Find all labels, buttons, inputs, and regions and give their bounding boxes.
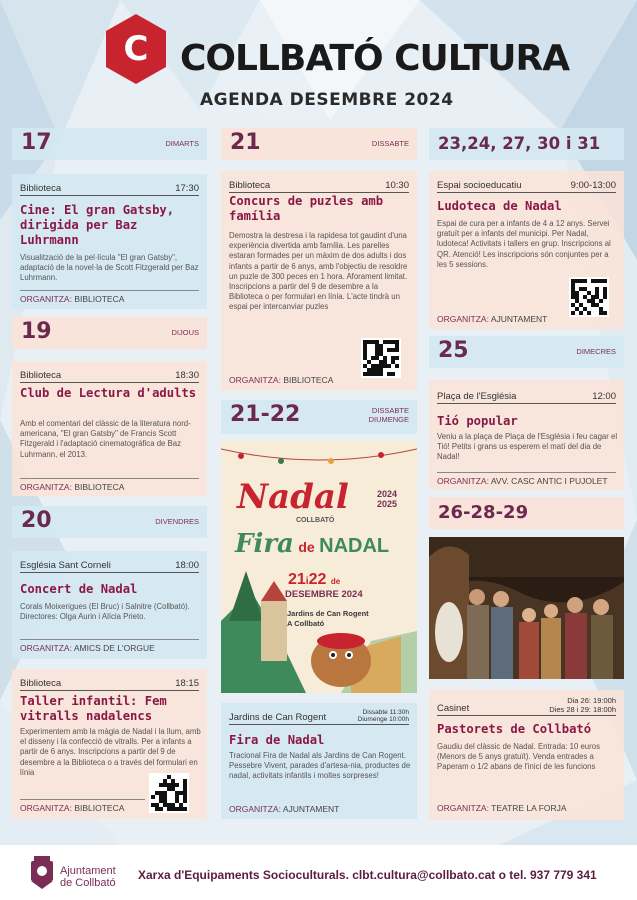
date-number: 21-22 xyxy=(230,402,301,427)
poster-month: DESEMBRE 2024 xyxy=(285,589,363,600)
date-number: 20 xyxy=(21,508,52,533)
event-card-concert xyxy=(12,551,207,659)
event-location: Biblioteca xyxy=(20,370,62,381)
ajuntament-crest-icon xyxy=(28,855,56,891)
event-card-pastorets xyxy=(429,690,624,820)
event-description: Veniu a la plaça de Plaça de l'Església i feu cagar el Tió! Petits i grans us esperem el matí del dia de Nadal! xyxy=(437,432,618,462)
event-location: Biblioteca xyxy=(229,180,271,191)
event-organizer: ORGANITZA: BIBLIOTECA xyxy=(20,290,199,304)
event-description: Corals Moixerigues (El Bruc) i Salnitre (Collbató). Directores: Olga Aurin i Alícia Prieto. xyxy=(20,602,190,622)
event-organizer: ORGANITZA: BIBLIOTECA xyxy=(229,375,334,385)
event-card-taller xyxy=(12,669,207,819)
event-location: Espai socioeducatiu xyxy=(437,180,522,191)
date-bar-20 xyxy=(12,506,207,538)
event-time: 9:00-13:00 xyxy=(570,180,616,191)
date-number: 17 xyxy=(21,130,52,155)
event-description: Demostra la destresa i la rapidesa tot gaudint d'una experiència divertida amb família. Les parelles estaran formades per un màxim de dos adults i dos infants a partir de 6 anys, amb l'objectiu de resoldre un puzle de 300 peces en 1 hora. Aforament limitat. Inscripcions a partir del 9 de desembre a la Biblioteca o per formulari en línia. L'acte tindrà un espai per intercanviar puzles xyxy=(229,231,408,312)
svg-text:C: C xyxy=(123,29,149,69)
event-description: Visualització de la pel·lícula "El gran Gatsby", adaptació de la novel·la de Scott Fitzgerald per Baz Luhrmann. xyxy=(20,253,199,283)
pastorets-photo xyxy=(429,537,624,679)
event-time: 12:00 xyxy=(592,391,616,402)
event-location: Biblioteca xyxy=(20,183,62,194)
event-organizer: ORGANITZA: BIBLIOTECA xyxy=(20,799,145,813)
event-organizer: ORGANITZA: AJUNTAMENT xyxy=(229,804,340,814)
event-description: Experimentem amb la màgia de Nadal i la llum, amb el disseny i la confecció de vitralls. Per a infants a partir de 6 anys. Inscripcions a partir del 9 de desembre a la Biblioteca o a través del formulari en línia xyxy=(20,727,201,777)
event-description: Tracional Fira de Nadal als Jardins de Can Rogent. Pessebre Vivent, parades d'artesa-nia, productes de nadal, activitats infantils i moltes sorpreses! xyxy=(229,751,411,781)
event-organizer: ORGANITZA: AMICS DE L'ORGUE xyxy=(20,639,199,653)
footer-contact: Xarxa d'Equipaments Socioculturals. clbt.cultura@collbato.cat o tel. 937 779 341 xyxy=(138,868,597,882)
weekday: DIMECRES xyxy=(576,347,616,356)
event-card-cine xyxy=(12,174,207,309)
event-card-tio xyxy=(429,380,624,490)
event-card-club-lectura xyxy=(12,361,207,496)
date-bar-21-22 xyxy=(221,400,417,434)
event-organizer: ORGANITZA: AVV. CASC ANTIC I PUJOLET xyxy=(437,472,616,486)
date-bar-26-28-29 xyxy=(429,497,624,529)
event-card-ludoteca xyxy=(429,171,624,329)
poster-place: Jardins de Can Rogent A Collbató xyxy=(287,609,369,628)
date-bar-17 xyxy=(12,128,207,160)
event-description: Amb el comentari del clàssic de la literatura nord-americana, "El gran Gatsby" de Francis Scott Fitzgerald i l'adaptació cinematogràfica de Baz Luhrmann, el 2013. xyxy=(20,419,191,459)
ajuntament-label: Ajuntament de Collbató xyxy=(60,865,116,889)
event-organizer: ORGANITZA: BIBLIOTECA xyxy=(20,478,199,492)
date-number: 23,24, 27, 30 i 31 xyxy=(438,134,601,153)
date-bar-25 xyxy=(429,336,624,368)
event-title: Concurs de puzles amb família xyxy=(229,194,384,223)
footer xyxy=(0,845,637,900)
date-bar-23-31 xyxy=(429,128,624,160)
event-title: Ludoteca de Nadal xyxy=(437,199,562,213)
event-location: Biblioteca xyxy=(20,678,62,689)
event-location: Jardins de Can Rogent xyxy=(229,712,327,723)
qr-code[interactable] xyxy=(361,338,401,378)
date-number: 26-28-29 xyxy=(438,502,529,523)
event-time: 18:30 xyxy=(175,370,199,381)
qr-code[interactable] xyxy=(149,773,189,813)
weekday: DIJOUS xyxy=(171,328,199,337)
poster-dates: 21i22 de xyxy=(288,571,341,588)
agenda-subtitle: AGENDA DESEMBRE 2024 xyxy=(200,90,454,110)
event-title: Concert de Nadal xyxy=(20,582,138,596)
poster-years: 2024 2025 xyxy=(377,489,398,509)
date-bar-19 xyxy=(12,317,207,349)
date-number: 21 xyxy=(230,130,261,155)
event-title: Club de Lectura d'adults xyxy=(20,386,197,400)
event-location: Església Sant Corneli xyxy=(20,560,111,571)
event-description: Espai de cura per a infants de 4 a 12 anys. Servei gratuït per a infants del municipi. Per Nadal, ludoteca! Activitats i tallers en grup. Inscripcions al QR. Atenció! Les inscripcions són conjuntes per a les 5 sessions. xyxy=(437,219,611,269)
event-title: Fira de Nadal xyxy=(229,733,325,747)
event-time: 10:30 xyxy=(385,180,409,191)
event-time: Dia 26: 19:00h Dies 28 i 29: 18:00h xyxy=(549,696,616,714)
event-title: Cine: El gran Gatsby, dirigida per Baz Luhrmann xyxy=(20,203,175,247)
event-organizer: ORGANITZA: TEATRE LA FORJA xyxy=(437,803,567,813)
brand-title: COLLBATÓ CULTURA xyxy=(180,38,570,79)
event-location: Plaça de l'Església xyxy=(437,391,517,402)
date-number: 25 xyxy=(438,338,469,363)
event-description: Gaudiu del clàssic de Nadal. Entrada: 10 euros (Menors de 5 anys gratuït). Venda entrades a Paperam o 1/2 abans de l'inici de les funcions xyxy=(437,742,600,772)
weekday: DISSABTE DIUMENGE xyxy=(368,406,409,424)
event-location: Casinet xyxy=(437,703,470,714)
collbato-cultura-logo xyxy=(104,12,168,86)
event-time: Dissabte 11:30h Diumenge 10:00h xyxy=(357,709,409,723)
weekday: DISSABTE xyxy=(371,139,409,148)
date-bar-21 xyxy=(221,128,417,160)
event-organizer: ORGANITZA: AJUNTAMENT xyxy=(437,314,548,324)
event-card-fira xyxy=(221,703,417,819)
poster-fira-de-nadal: Fira de NADAL xyxy=(235,529,390,559)
weekday: DIMARTS xyxy=(165,139,199,148)
weekday: DIVENDRES xyxy=(155,517,199,526)
event-card-puzles xyxy=(221,171,417,391)
event-title: Tió popular xyxy=(437,414,518,428)
poster-collbato: COLLBATÓ xyxy=(296,517,335,524)
date-number: 19 xyxy=(21,319,52,344)
event-title: Taller infantil: Fem vitralls nadalencs xyxy=(20,694,167,723)
poster-nadal: Nadal xyxy=(237,477,349,517)
event-time: 17:30 xyxy=(175,183,199,194)
fira-de-nadal-poster xyxy=(221,441,417,693)
event-time: 18:15 xyxy=(175,678,199,689)
event-title: Pastorets de Collbató xyxy=(437,722,592,736)
event-time: 18:00 xyxy=(175,560,199,571)
